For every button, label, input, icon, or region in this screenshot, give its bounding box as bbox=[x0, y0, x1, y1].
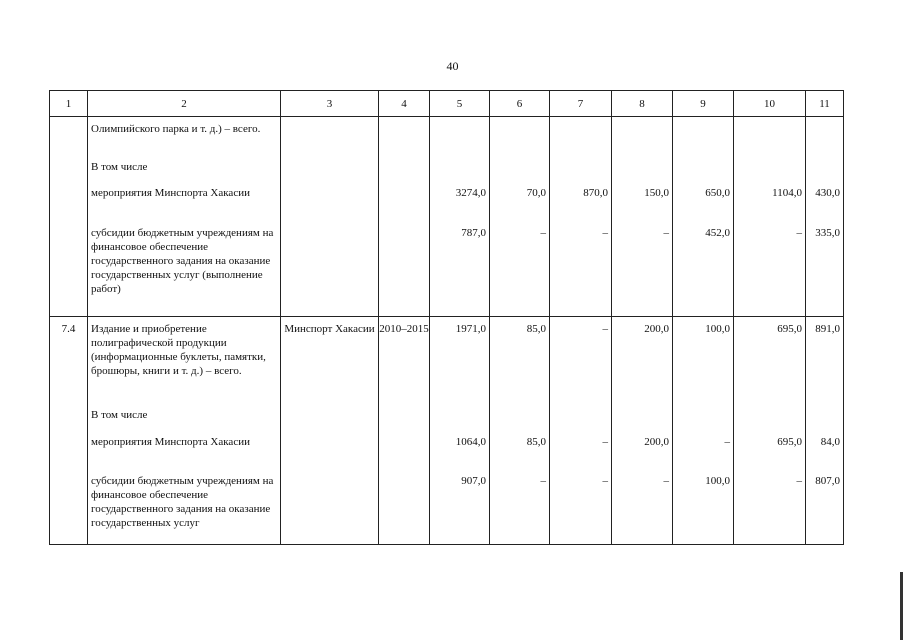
col-header: 7 bbox=[550, 91, 612, 117]
cell-value: – bbox=[612, 469, 673, 545]
cell-num bbox=[50, 221, 88, 317]
cell-exec bbox=[281, 430, 379, 469]
cell-value: – bbox=[550, 317, 612, 403]
cell-num bbox=[50, 403, 88, 430]
cell-num bbox=[50, 469, 88, 545]
cell-value: 1104,0 bbox=[734, 181, 806, 221]
cell-desc: В том числе bbox=[88, 403, 281, 430]
cell-num bbox=[50, 181, 88, 221]
cell-value: 200,0 bbox=[612, 317, 673, 403]
table-row bbox=[50, 430, 844, 469]
cell-period: 2010–2015 bbox=[379, 317, 430, 403]
col-header: 11 bbox=[806, 91, 844, 117]
cell-desc: субсидии бюджетным учреждениям на финансовое обеспечение государственного задания на оказание государственных услуг bbox=[88, 469, 281, 545]
cell-desc: мероприятия Минспорта Хакасии bbox=[88, 430, 281, 469]
table-row bbox=[50, 403, 844, 430]
cell-value bbox=[673, 403, 734, 430]
cell-value: 1971,0 bbox=[430, 317, 490, 403]
cell-value bbox=[612, 155, 673, 181]
col-header: 3 bbox=[281, 91, 379, 117]
cell-period bbox=[379, 221, 430, 317]
cell-value bbox=[550, 117, 612, 155]
cell-value: 891,0 bbox=[806, 317, 844, 403]
table-row bbox=[50, 117, 844, 155]
cell-value bbox=[806, 155, 844, 181]
table-row bbox=[50, 469, 844, 545]
cell-value: 452,0 bbox=[673, 221, 734, 317]
cell-value bbox=[734, 117, 806, 155]
cell-value: – bbox=[612, 221, 673, 317]
cell-value: – bbox=[550, 430, 612, 469]
cell-period bbox=[379, 181, 430, 221]
cell-value bbox=[430, 117, 490, 155]
cell-desc: Издание и приобретение полиграфической продукции (информационные буклеты, памятки, брошюры, книги и т. д.) – всего. bbox=[88, 317, 281, 403]
cell-value: 787,0 bbox=[430, 221, 490, 317]
cell-num: 7.4 bbox=[50, 317, 88, 403]
col-header: 2 bbox=[88, 91, 281, 117]
cell-value: 335,0 bbox=[806, 221, 844, 317]
cell-value bbox=[490, 117, 550, 155]
cell-value: 870,0 bbox=[550, 181, 612, 221]
budget-table bbox=[49, 90, 844, 545]
cell-value: 650,0 bbox=[673, 181, 734, 221]
cell-desc: мероприятия Минспорта Хакасии bbox=[88, 181, 281, 221]
cell-period bbox=[379, 155, 430, 181]
cell-exec bbox=[281, 403, 379, 430]
cell-value bbox=[673, 155, 734, 181]
cell-value bbox=[550, 155, 612, 181]
cell-value: 807,0 bbox=[806, 469, 844, 545]
cell-num bbox=[50, 430, 88, 469]
col-header: 8 bbox=[612, 91, 673, 117]
cell-value: – bbox=[490, 221, 550, 317]
cell-value: 70,0 bbox=[490, 181, 550, 221]
cell-value: 3274,0 bbox=[430, 181, 490, 221]
cell-desc: В том числе bbox=[88, 155, 281, 181]
cell-value bbox=[673, 117, 734, 155]
cell-value: 907,0 bbox=[430, 469, 490, 545]
col-header: 9 bbox=[673, 91, 734, 117]
cell-value: – bbox=[550, 221, 612, 317]
cell-exec bbox=[281, 469, 379, 545]
cell-period bbox=[379, 469, 430, 545]
cell-value: 695,0 bbox=[734, 317, 806, 403]
table-row bbox=[50, 317, 844, 403]
cell-value: 150,0 bbox=[612, 181, 673, 221]
col-header: 5 bbox=[430, 91, 490, 117]
scan-edge-mark bbox=[900, 572, 903, 640]
col-header: 1 bbox=[50, 91, 88, 117]
cell-value: 200,0 bbox=[612, 430, 673, 469]
cell-value: 85,0 bbox=[490, 317, 550, 403]
cell-value bbox=[806, 403, 844, 430]
cell-value: 1064,0 bbox=[430, 430, 490, 469]
header-row bbox=[50, 91, 844, 117]
cell-num bbox=[50, 155, 88, 181]
cell-value: – bbox=[673, 430, 734, 469]
cell-desc: субсидии бюджетным учреждениям на финансовое обеспечение государственного задания на оказание государственных услуг (выполнение работ) bbox=[88, 221, 281, 317]
cell-period bbox=[379, 430, 430, 469]
cell-value: 84,0 bbox=[806, 430, 844, 469]
cell-exec bbox=[281, 221, 379, 317]
cell-exec: Минспорт Хакасии bbox=[281, 317, 379, 403]
cell-value: – bbox=[734, 221, 806, 317]
cell-exec bbox=[281, 155, 379, 181]
cell-value: – bbox=[734, 469, 806, 545]
page-number: 40 bbox=[446, 59, 459, 73]
cell-value bbox=[490, 403, 550, 430]
cell-value bbox=[612, 117, 673, 155]
cell-value bbox=[550, 403, 612, 430]
col-header: 6 bbox=[490, 91, 550, 117]
cell-num bbox=[50, 117, 88, 155]
col-header: 4 bbox=[379, 91, 430, 117]
cell-value bbox=[490, 155, 550, 181]
table-row bbox=[50, 155, 844, 181]
cell-exec bbox=[281, 181, 379, 221]
cell-value bbox=[806, 117, 844, 155]
cell-exec bbox=[281, 117, 379, 155]
cell-value bbox=[734, 403, 806, 430]
cell-desc: Олимпийского парка и т. д.) – всего. bbox=[88, 117, 281, 155]
cell-value bbox=[430, 155, 490, 181]
table-row bbox=[50, 221, 844, 317]
cell-period bbox=[379, 117, 430, 155]
table-row bbox=[50, 181, 844, 221]
cell-period bbox=[379, 403, 430, 430]
cell-value: 430,0 bbox=[806, 181, 844, 221]
cell-value: 100,0 bbox=[673, 469, 734, 545]
col-header: 10 bbox=[734, 91, 806, 117]
cell-value: 695,0 bbox=[734, 430, 806, 469]
cell-value: – bbox=[550, 469, 612, 545]
cell-value bbox=[734, 155, 806, 181]
cell-value: – bbox=[490, 469, 550, 545]
cell-value: 100,0 bbox=[673, 317, 734, 403]
cell-value bbox=[612, 403, 673, 430]
cell-value: 85,0 bbox=[490, 430, 550, 469]
cell-value bbox=[430, 403, 490, 430]
